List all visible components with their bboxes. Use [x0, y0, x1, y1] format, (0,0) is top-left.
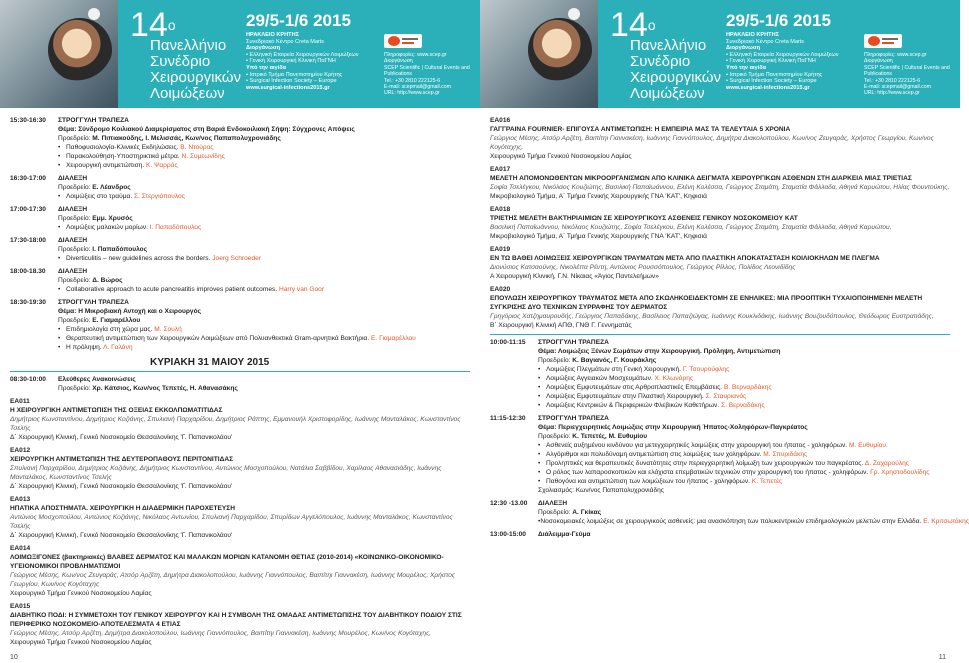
portrait-image	[480, 0, 598, 108]
item-text: Αλγόριθμοι και πολυδύναμη αντιμετώπιση στις λοιμώξεις των χοληφόρων.	[546, 451, 764, 458]
bullet-icon: •	[58, 193, 61, 200]
bullet-icon: •	[538, 402, 541, 409]
abstract-dept: Δ΄ Χειρουργική Κλινική, Γενικό Νοσοκομείο Θεσσαλονίκης 'Γ. Παπανικολάου'	[10, 483, 233, 490]
abstract-code: ΕΑ016	[490, 117, 511, 124]
chairs-label: Προεδρείο:	[58, 277, 93, 284]
left-page	[0, 0, 480, 663]
page-number: 10	[10, 654, 18, 661]
item-text: Παθοφυσιολογία-Κλινικές Εκδηλώσεις.	[66, 144, 181, 151]
abstract-dept: Δ΄ Χειρουργική Κλινική, Γενικό Νοσοκομείο Θεσσαλονίκης 'Γ. Παπανικολάου'	[10, 532, 233, 539]
item-speaker: Μ. Σπυριδάκης	[763, 451, 808, 458]
abstract-authors: Γεώργιος Μέσης, Ατσόρ Αρζέτη, Βαιπίτηι Γιαννακέση, Ιωάννης Γιαννόπουλος, Δημήτρα Διακολοπούλου, Κων/νος Ζευγαράς, Χρήστος Γεωργίου, Κων/νος Κογόταχης,	[490, 135, 934, 151]
page-number: 11	[938, 654, 946, 661]
session-item	[490, 468, 950, 477]
secretariat-panel: Πληροφορίες: www.scep.gr Διοργάνωση SCEP Scientific | Cultural Events and Publications Tel.: +30 2810 222125-6 E-mail: scepmail@gmail.com URL: http://www.scep.gr	[864, 34, 960, 100]
chairs-names: Ι. Παπαδόπουλος	[92, 246, 148, 253]
item-text: Επιδημιολογία στη χώρα μας.	[66, 326, 155, 333]
chairs-names: Ε. Λέανδρος	[92, 184, 131, 191]
item-text: Λοιμώξεις στο τραύμα.	[66, 193, 134, 200]
session-heading	[10, 267, 470, 276]
session-type: ΣΤΡΟΓΓΥΛΗ ΤΡΑΠΕΖΑ	[58, 117, 129, 124]
session-item	[490, 477, 950, 486]
abstract-authors: Αντώνιος Μοσχοπούλου, Αντώνιος Κοζιάνης, Νικόλαος Αντωνίου, Σπυλιανή Παρχαρίδου, Σπυρίδων Αγγελόπουλος, Ιωάννης Μανταλάκος, Κωνσταντίνος Τσελής	[10, 514, 453, 530]
session-item	[490, 459, 950, 468]
session-time: 16:30-17:00	[10, 175, 46, 182]
item-wrap	[540, 517, 969, 526]
morning-heading	[10, 375, 470, 384]
item-text: Λοιμώξεις Εμφυτευμάτων στην Πλαστική Χειρουργική.	[546, 393, 706, 400]
congress-info: ΗΡΑΚΛΕΙΟ ΚΡΗΤΗΣ Συνεδριακό Κέντρο Creta Maris Διοργάνωση • Ελληνική Εταιρεία Χειρουργικών Λοιμώξεων • Γενική Χειρουργική Κλινική ΠαΓΝΗ Υπό την αιγίδα • Ιατρικό Τμήμα Πανεπιστημίου Κρήτης • Surgical Infection Society – Europe www.surgical-infections2015.gr	[246, 32, 359, 91]
session-item	[490, 374, 950, 383]
congress-title: Πανελλήνιο Συνέδριο Χειρουργικών Λοιμώξεων	[150, 37, 241, 102]
chairs-label: Προεδρείο:	[538, 433, 573, 440]
session-heading	[490, 338, 950, 347]
item-speaker: Μ. Σουλή	[154, 326, 182, 333]
item-wrap	[546, 401, 765, 410]
morning-time: 08:30-10:00	[10, 376, 46, 383]
abstract-code: ΕΑ011	[10, 398, 30, 405]
chairs-label: Προεδρείο:	[58, 135, 93, 142]
item-text: Λοιμώξεις Εμφυτευμάτων στις Αρθροπλαστικές Επεμβάσεις.	[546, 384, 724, 391]
abstract-code: ΕΑ013	[10, 496, 31, 503]
scep-logo-icon	[864, 34, 902, 48]
session-heading	[10, 116, 470, 125]
item-text: Ο ρόλος των λαπαροσκοπικών και ελάχιστα επεμβατικών τεχνικών στην χειρουργική του ήπατος - χοληφόρων.	[546, 469, 871, 476]
session-type: ΔΙΑΛΕΞΗ	[58, 268, 88, 275]
edition-number: $14^o$	[130, 6, 176, 44]
bullet-icon: •	[58, 153, 61, 160]
session-type: ΔΙΑΛΕΞΗ	[58, 237, 88, 244]
portrait-image	[0, 0, 118, 108]
session-type: ΔΙΑΛΕΞΗ	[538, 500, 568, 507]
abstract-dept: Μικροβιολογικό Τμήμα, Α΄ Τμήμα Γενικής Χειρουργικής ΓΝΑ 'ΚΑΤ', Κηφισιά	[490, 193, 707, 200]
session-chairs	[10, 134, 470, 143]
abstract-block	[490, 165, 950, 201]
item-speaker: Σ. Στεργιόπουλος	[133, 193, 185, 200]
session-footer: Σχολιασμός: Κων/νος Παπαπολυχρονιάδης	[538, 487, 664, 494]
session-item	[10, 334, 470, 343]
item-text: Λοιμώξεις Αγγειακών Μοσχευμάτων.	[546, 375, 655, 382]
session-block	[10, 116, 470, 170]
item-wrap	[546, 477, 782, 486]
session-block	[10, 174, 470, 201]
session-item	[10, 325, 470, 334]
morning-session	[10, 375, 470, 393]
item-wrap	[66, 152, 225, 161]
chairs-names: Εμμ. Χρυσός	[92, 215, 133, 222]
session-subtitle: Θέμα: Η Μικροβιακή Αντοχή και ο Χειρουργός	[58, 308, 202, 315]
header-banner	[480, 0, 960, 108]
session-item	[10, 254, 470, 263]
abstract-authors: Σοφία Τσελέγκου, Νικόλαος Κουζιώτης, Βασιλική Παπαϊωάννου, Ελένη Κολέσσα, Γεώργιος Σταμάτη, Σταματία Φάλλαδα, Αθηνά Καρυώτου, Ηλίας Φουντούκης,	[490, 184, 950, 191]
session-time: 13:00-15:00	[490, 531, 526, 538]
bullet-icon: •	[538, 442, 541, 449]
chairs-names: Χρ. Κάτσιος, Κων/νος Τεπετές, Η. Αθανασάκης	[92, 385, 238, 392]
abstract-code: ΕΑ017	[490, 166, 511, 173]
abstract-block	[10, 602, 470, 647]
session-heading	[10, 174, 470, 183]
session-item	[490, 392, 950, 401]
session-time: 17:00-17:30	[10, 206, 46, 213]
item-wrap	[66, 223, 201, 232]
divider	[490, 334, 950, 335]
morning-type: Ελεύθερες Ανακοινώσεις	[58, 376, 136, 383]
item-speaker: Γ. Τσουρούφλης	[682, 366, 730, 373]
item-text: Λοιμώξεις Κεντρικών & Περιφερικών Φλεβικών Καθετήρων.	[546, 402, 721, 409]
abstract-dept: Μικροβιολογικό Τμήμα, Α΄ Τμήμα Γενικής Χειρουργικής ΓΝΑ 'ΚΑΤ', Κηφισιά	[490, 233, 707, 240]
item-speaker: Λ. Γαλάνη	[103, 344, 133, 351]
item-speaker: Ε. Γιαμαρέλλου	[371, 335, 416, 342]
session-type: ΔΙΑΛΕΞΗ	[58, 175, 88, 182]
chairs-label: Προεδρείο:	[58, 184, 93, 191]
item-speaker: Ι. Παπαδόπουλος	[149, 224, 202, 231]
session-subtitle: Θέμα: Λοιμώξεις Ξένων Σωμάτων στην Χειρουργική. Πρόληψη, Αντιμετώπιση	[538, 348, 781, 355]
edition-number: $14^o$	[610, 6, 656, 44]
session-block	[490, 338, 950, 410]
session-time: 11:15-12:30	[490, 415, 526, 422]
abstract-authors: Γρηγόριος Χατζημαυρουδής, Γεώργιος Παπαδάκης, Βασίλειος Παπαζιώγας, Ιωάννης Κουκλιδάκης, Ιωάννης Βουζουδόπουλος, Θεόδωρος Ευστρατιάδης,	[490, 313, 934, 320]
session-chairs	[10, 214, 470, 223]
abstract-title: ΗΠΑΤΙΚΑ ΑΠΟΣΤΗΜΑΤΑ. ΧΕΙΡΟΥΡΓΙΚΗ Η ΔΙΑΔΕΡΜΙΚΗ ΠΑΡΟΧΕΤΕΥΣΗ	[10, 505, 235, 512]
abstract-title: Η ΧΕΙΡΟΥΡΓΙΚΗ ΑΝΤΙΜΕΤΩΠΙΣΗ ΤΗΣ ΟΞΕΙΑΣ ΕΚΚΟΛΠΩΜΑΤΙΤΙΔΑΣ	[10, 407, 223, 414]
session-chairs	[10, 183, 470, 192]
session-block	[10, 298, 470, 352]
session-heading	[490, 414, 950, 423]
abstract-code: ΕΑ018	[490, 206, 511, 213]
item-speaker: Μ. Ευθυμίου.	[848, 442, 888, 449]
chairs-label: Προεδρείο:	[58, 317, 93, 324]
session-item	[10, 285, 470, 294]
session-type: ΣΤΡΟΓΓΥΛΗ ΤΡΑΠΕΖΑ	[538, 339, 609, 346]
session-item	[10, 223, 470, 232]
abstract-code: ΕΑ015	[10, 603, 31, 610]
bullet-icon: •	[58, 255, 61, 262]
right-column	[490, 116, 969, 543]
bullet-icon: •	[58, 286, 61, 293]
item-wrap	[66, 343, 133, 352]
session-type: ΣΤΡΟΓΓΥΛΗ ΤΡΑΠΕΖΑ	[538, 415, 609, 422]
bullet-icon: •	[538, 393, 541, 400]
bullet-icon: •	[58, 224, 61, 231]
item-speaker: Κ. Ψαρράς	[146, 162, 178, 169]
item-speaker: Γρ. Χρηστοδουλίδης	[870, 469, 930, 476]
session-chairs	[490, 432, 950, 441]
item-text: Νοσοκομειακές λοιμώξεις σε χειρουργικούς ασθενείς: μια ανασκόπηση των πολυκεντρικών επιδημιολογικών μελετών στην Ελλάδα.	[540, 518, 924, 525]
bullet-icon: •	[58, 326, 61, 333]
session-item	[490, 441, 950, 450]
item-wrap	[546, 468, 929, 477]
chairs-names: Κ. Βαγιανός, Γ. Κουράκλης	[572, 357, 657, 364]
chairs-label: Προεδρείο:	[538, 509, 573, 516]
bullet-icon: •	[538, 460, 541, 467]
item-wrap	[66, 334, 416, 343]
item-text: Χειρουργική αντιμετώπιση.	[66, 162, 147, 169]
item-text: Λοιμώξεις Πλεγμάτων στη Γενική Χειρουργική.	[546, 366, 683, 373]
abstract-authors: Δημήτριος Κωνσταντίνου, Δημήτριος Κοζιάνης, Σπυλιανή Παρχαρίδου, Δημήτριος Ράπτης, Εμμανουήλ Χριστοφορίδης, Ιωάννης Μανταλάκος, Κωνσταντίνος Τσελής	[10, 416, 461, 432]
item-speaker: Κ. Τεπετές	[751, 478, 783, 485]
congress-dates: 29/5-1/6 2015	[246, 11, 351, 30]
item-text: Diverticulitis – new guidelines across the borders.	[66, 255, 213, 262]
scep-logo-icon	[384, 34, 422, 48]
item-text: Θεραπευτική αντιμετώπιση των Χειρουργικών Λοιμώξεων από Πολυανθεκτικά Gram-αρνητικά Βακτήρια.	[66, 335, 372, 342]
session-item	[10, 343, 470, 352]
header-banner	[0, 0, 480, 108]
session-heading	[490, 499, 950, 508]
abstract-dept: Χειρουργικό Τμήμα Γενικού Νοσοκομείου Λαμίας	[10, 590, 152, 597]
session-item	[490, 383, 950, 392]
session-chairs	[10, 245, 470, 254]
session-chairs	[10, 316, 470, 325]
congress-dates: 29/5-1/6 2015	[726, 11, 831, 30]
abstract-block	[490, 245, 950, 281]
abstract-code: ΕΑ014	[10, 545, 31, 552]
abstract-block	[10, 397, 470, 442]
session-type: Διάλειμμα-Γεύμα	[538, 531, 591, 538]
abstract-block	[10, 446, 470, 491]
item-wrap	[546, 459, 909, 468]
congress-title: Πανελλήνιο Συνέδριο Χειρουργικών Λοιμώξεων	[630, 37, 721, 102]
item-wrap	[546, 392, 746, 401]
session-heading	[10, 205, 470, 214]
chairs-names: Δ. Βώρος	[92, 277, 123, 284]
abstract-authors: Βασιλική Παπαϊωάννου, Νικόλαος Κουζιώτης, Σοφία Τσελέγκου, Ελένη Κολέσσα, Γεώργιος Σταμάτη, Σταματία Φάλλαδα, Αθηνά Καρυώτου,	[490, 224, 892, 231]
session-time: 18:30-19:30	[10, 299, 46, 306]
session-block	[10, 236, 470, 263]
abstract-title: ΓΑΓΓΡΑΙΝΑ FOURNIER- ΕΠΙΓΟΥΣΑ ΑΝΤΙΜΕΤΩΠΙΣΗ: Η ΕΜΠΕΙΡΙΑ ΜΑΣ ΤΑ ΤΕΛΕΥΤΑΙΑ 5 ΧΡΟΝΙΑ	[490, 126, 791, 133]
left-body	[0, 116, 480, 663]
item-text: Παρακολούθηση-Υποστηρικτικά μέτρα.	[66, 153, 182, 160]
abstract-authors: Γεώργιος Μέσης, Κων/νος Ζευγαράς, Ατσόρ Αρζέτη, Δημήτρα Διακολοπούλου, Ιωάννης Γιαννόπουλος, Βαιπίτηι Γιαννακέση, Ιωάννης Μουρέλος, Χρήστος Γεωργίου, Κων/νος Κογόταχης	[10, 572, 456, 588]
item-wrap	[66, 143, 214, 152]
item-text: Λοιμώξεις μαλακών μορίων.	[66, 224, 150, 231]
abstract-title: ΧΕΙΡΟΥΡΓΙΚΗ ΑΝΤΙΜΕΤΩΠΙΣΗ ΤΗΣ ΔΕΥΤΕΡΟΠΑΘΟΥΣ ΠΕΡΙΤΟΝΙΤΙΔΑΣ	[10, 456, 234, 463]
morning-chairs	[10, 384, 470, 393]
session-block	[490, 499, 969, 526]
item-speaker: Joerg Schroeder	[212, 255, 261, 262]
abstract-block	[490, 285, 950, 330]
abstract-dept: Β΄ Χειρουργική Κλινική ΑΠΘ, ΓΝΘ Γ. Γεννηματάς	[490, 322, 632, 329]
congress-info: ΗΡΑΚΛΕΙΟ ΚΡΗΤΗΣ Συνεδριακό Κέντρο Creta Maris Διοργάνωση • Ελληνική Εταιρεία Χειρουργικών Λοιμώξεων • Γενική Χειρουργική Κλινική ΠαΓΝΗ Υπό την αιγίδα • Ιατρικό Τμήμα Πανεπιστημίου Κρήτης • Surgical Infection Society – Europe www.surgical-infections2015.gr	[726, 32, 839, 91]
chairs-names: Κ. Τεπετές, Μ. Ευθυμίου	[572, 433, 648, 440]
right-body	[480, 116, 969, 663]
day-title: ΚΥΡΙΑΚΗ 31 ΜΑΙΟΥ 2015	[150, 357, 270, 368]
item-wrap	[546, 374, 693, 383]
session-item	[490, 401, 950, 410]
session-chairs	[490, 356, 950, 365]
item-text: Ασθενείς αυξημένου κινδύνου για μετεγχειρητικές λοιμώξεις στην χειρουργική του ήπατος - χοληφόρων.	[546, 442, 849, 449]
abstract-authors: Διονύσιος Κατσαούνης, Νικολέττα Ρέντη, Αντώνιος Ρουσσόπουλος, Γεώργιος Ρίλλος, Πολίδος Λεονιδίδης	[490, 264, 796, 271]
bullet-icon: •	[538, 451, 541, 458]
item-speaker: Ε. Κριτσωτάκης	[923, 518, 969, 525]
session-chairs	[490, 508, 950, 517]
item-wrap	[66, 192, 185, 201]
item-speaker: Β. Ντούρος	[180, 144, 214, 151]
abstract-title: ΔΙΑΒΗΤΙΚΟ ΠΟΔΙ: Η ΣΥΜΜΕΤΟΧΗ ΤΟΥ ΓΕΝΙΚΟΥ ΧΕΙΡΟΥΡΓΟΥ ΚΑΙ Η ΣΥΜΒΟΛΗ ΤΗΣ ΟΜΑΔΑΣ ΑΝΤΙΜΕΤΩΠΙΣΗΣ ΤΟΥ ΔΙΑΒΗΤΙΚΟΥ ΠΟΔΙΟΥ ΣΤΙΣ ΠΕΡΙΦΕΡΙΚΟ ΝΟΣΟΚΟΜΕΙΟ-ΑΠΟΤΕΛΕΣΜΑΤΑ 4 ΕΤΙΑΣ	[10, 612, 462, 628]
chairs-label: Προεδρείο:	[538, 357, 573, 364]
chairs-label: Προεδρείο:	[58, 385, 93, 392]
chairs-names: Ε. Γιαμαρέλλου	[92, 317, 141, 324]
bullet-icon: •	[538, 366, 541, 373]
session-block	[10, 267, 470, 294]
item-speaker: Χ. Κλωνάρης	[654, 375, 694, 382]
abstract-code: ΕΑ012	[10, 447, 31, 454]
item-speaker: Σ. Σταυριανός	[705, 393, 747, 400]
session-time: 10:00-11:15	[490, 339, 526, 346]
item-speaker: Ν. Συμεωνίδης	[181, 153, 225, 160]
abstract-dept: Χειρουργικό Τμήμα Γενικού Νοσοκομείου Λαμίας	[490, 153, 632, 160]
bullet-icon: •	[58, 344, 61, 351]
bullet-icon: •	[538, 375, 541, 382]
bullet-icon: •	[58, 144, 61, 151]
item-wrap	[546, 441, 888, 450]
session-heading	[10, 236, 470, 245]
session-type: ΣΤΡΟΓΓΥΛΗ ΤΡΑΠΕΖΑ	[58, 299, 129, 306]
bullet-icon: •	[538, 478, 541, 485]
session-type: ΔΙΑΛΕΞΗ	[58, 206, 88, 213]
abstract-title: ΤΡΙΕΤΗΣ ΜΕΛΕΤΗ ΒΑΚΤΗΡΙΑΙΜΙΩΝ ΣΕ ΧΕΙΡΟΥΡΓΙΚΟΥΣ ΑΣΘΕΝΕΙΣ ΓΕΝΙΚΟΥ ΝΟΣΟΚΟΜΕΙΟΥ ΚΑΤ	[490, 215, 798, 222]
abstract-title: ΕΝ ΤΩ ΒΑΘΕΙ ΛΟΙΜΩΞΕΙΣ ΧΕΙΡΟΥΡΓΙΚΩΝ ΤΡΑΥΜΑΤΩΝ ΜΕΤΑ ΑΠΟ ΠΛΑΣΤΙΚΗ ΑΠΟΚΑΤΑΣΤΑΣΗ ΚΟΙΛΙΟΚΗΛΩΝ ΜΕ ΠΛΕΓΜΑ	[490, 255, 880, 262]
abstract-authors: Γεώργιος Μέσης, Ατσόρ Αρζέτη, Δημήτρα Διακολοπούλου, Ιωάννης Γιαννόπουλος, Βαιπίτηι Γιαννακέση, Ιωάννης Μουρέλος, Κων/νος Κογόταχης,	[10, 630, 432, 637]
session-item	[490, 517, 969, 526]
bullet-icon: •	[58, 162, 61, 169]
session-item	[10, 161, 470, 170]
bullet-icon: •	[58, 335, 61, 342]
abstract-authors: Σπυλιανή Παρχαρίδου, Δημήτριος Κοζιάνης, Δημήτριος Κωνσταντίνου, Αντώνιος Μοσχοπούλου, Νατάλια Σαββίδου, Χαρίλαος Αθανασιάδης, Ιωάννης Μανταλάκος, Κωνσταντίνος Τσελής	[10, 465, 442, 481]
session-item	[490, 450, 950, 459]
item-text: Η πρόληψη.	[66, 344, 104, 351]
bullet-icon: •	[538, 518, 541, 525]
session-heading	[10, 298, 470, 307]
divider	[10, 371, 470, 372]
session-item	[10, 192, 470, 201]
item-wrap	[66, 254, 261, 263]
item-speaker: Δ. Ζαχαρούλης	[864, 460, 909, 467]
abstract-block	[490, 205, 950, 241]
item-wrap	[66, 161, 178, 170]
abstract-title: ΛΟΙΜΩΞΙΓΟΝΕΣ (βακτηριακές) ΒΛΑΒΕΣ ΔΕΡΜΑΤΟΣ ΚΑΙ ΜΑΛΑΚΩΝ ΜΟΡΙΩΝ ΚΑΤΑΝΟΜΗ ΘΕΤΙΑΣ (2010-2014) «ΚΟΙΝΩΝΙΚΟ-ΟΙΚΟΝΟΜΙΚΟ-ΥΓΕΙΟΝΟΜΙΚΟΙ ΠΡΟΒΛΗΜΑΤΙΣΜΟΙ	[10, 554, 444, 570]
bullet-icon: •	[538, 384, 541, 391]
session-heading	[490, 530, 950, 539]
abstract-dept: Χειρουργικό Τμήμα Γενικού Νοσοκομείου Λαμίας	[10, 639, 152, 646]
abstract-code: ΕΑ020	[490, 286, 511, 293]
item-speaker: Harry van Goor	[278, 286, 325, 293]
session-block	[490, 530, 950, 539]
abstract-code: ΕΑ019	[490, 246, 511, 253]
item-speaker: Β. Βερναρδάκης	[723, 384, 772, 391]
abstract-block	[490, 116, 950, 161]
bullet-icon: •	[538, 469, 541, 476]
item-wrap	[546, 365, 729, 374]
abstract-dept: Α Χειρουργική Κλινική, Γ.Ν. Νίκαιας «Άγιος Παντελεήμων»	[490, 273, 659, 280]
chairs-label: Προεδρείο:	[58, 215, 93, 222]
chairs-names: Μ. Πιπιακούδης, Ι. Μελισσάς, Κων/νος Παπαπολυχρονιάδης	[92, 135, 281, 142]
session-time: 15:30-16:30	[10, 117, 46, 124]
left-column	[10, 116, 470, 651]
item-wrap	[546, 450, 807, 459]
abstract-dept: Δ΄ Χειρουργική Κλινική, Γενικό Νοσοκομείο Θεσσαλονίκης 'Γ. Παπανικολάου'	[10, 434, 233, 441]
session-item	[490, 365, 950, 374]
item-text: Collaborative approach to acute pancreatitis improves patient outcomes.	[66, 286, 279, 293]
item-speaker: Σ. Βερναδάκης	[721, 402, 765, 409]
chairs-names: Α. Γκίκας	[572, 509, 602, 516]
session-subtitle: Θέμα: Περιεγχειρητικές Λοιμώξεις στην Χειρουργική Ήπατος-Χοληφόρων-Παγκρέατος	[538, 424, 808, 431]
abstract-title: ΕΠΟΥΛΩΣΗ ΧΕΙΡΟΥΡΓΙΚΟΥ ΤΡΑΥΜΑΤΟΣ ΜΕΤΑ ΑΠΟ ΣΚΩΛΗΚΟΕΙΔΕΚΤΟΜΗ ΣΕ ΕΝΗΛΙΚΕΣ: ΜΙΑ ΠΡΟΟΠΤΙΚΗ ΤΥΧΑΙΟΠΟΙΗΜΕΝΗ ΜΕΛΕΤΗ ΣΥΓΚΡΙΣΗΣ ΔΥΟ ΤΕΧΝΙΚΩΝ ΣΥΡΡΑΦΗΣ ΤΟΥ ΔΕΡΜΑΤΟΣ	[490, 295, 923, 311]
session-time: 12:30 -13.00	[490, 500, 528, 507]
item-wrap	[66, 285, 324, 294]
item-wrap	[546, 383, 772, 392]
session-subtitle: Θέμα: Σύνδρομο Κοιλιακού Διαμερίσματος στη Βαριά Ενδοκοιλιακή Σήψη: Σύγχρονες Απόψεις	[58, 126, 355, 133]
item-text: Παθογόνα και αντιμετώπιση των λοιμώξεων του ήπατος - χοληφόρων.	[546, 478, 752, 485]
session-time: 18:00-18.30	[10, 268, 46, 275]
chairs-label: Προεδρείο:	[58, 246, 93, 253]
session-item	[10, 152, 470, 161]
session-item	[10, 143, 470, 152]
item-wrap	[66, 325, 182, 334]
right-page	[480, 0, 969, 663]
abstract-title: ΜΕΛΕΤΗ ΑΠΟΜΟΝΩΘΕΝΤΩΝ ΜΙΚΡΟΟΡΓΑΝΙΣΜΩΝ ΑΠΟ ΚΛΙΝΙΚΑ ΔΕΙΓΜΑΤΑ ΧΕΙΡΟΥΡΓΙΚΩΝ ΑΣΘΕΝΩΝ ΣΤΗ ΔΙΑΡΚΕΙΑ ΜΙΑΣ ΤΡΙΕΤΙΑΣ	[490, 175, 912, 182]
session-chairs	[10, 276, 470, 285]
session-block	[490, 414, 950, 495]
abstract-block	[10, 544, 470, 598]
item-text: Προληπτικές και θεραπευτικές δυνατότητες στην περιεγχειρητική λοίμωξη των χειρουργικών του παγκρέατος.	[546, 460, 865, 467]
session-time: 17:30-18:00	[10, 237, 46, 244]
abstract-block	[10, 495, 470, 540]
secretariat-panel: Πληροφορίες: www.scep.gr Διοργάνωση SCEP Scientific | Cultural Events and Publications Tel.: +30 2810 222125-6 E-mail: scepmail@gmail.com URL: http://www.scep.gr	[384, 34, 480, 100]
session-block	[10, 205, 470, 232]
